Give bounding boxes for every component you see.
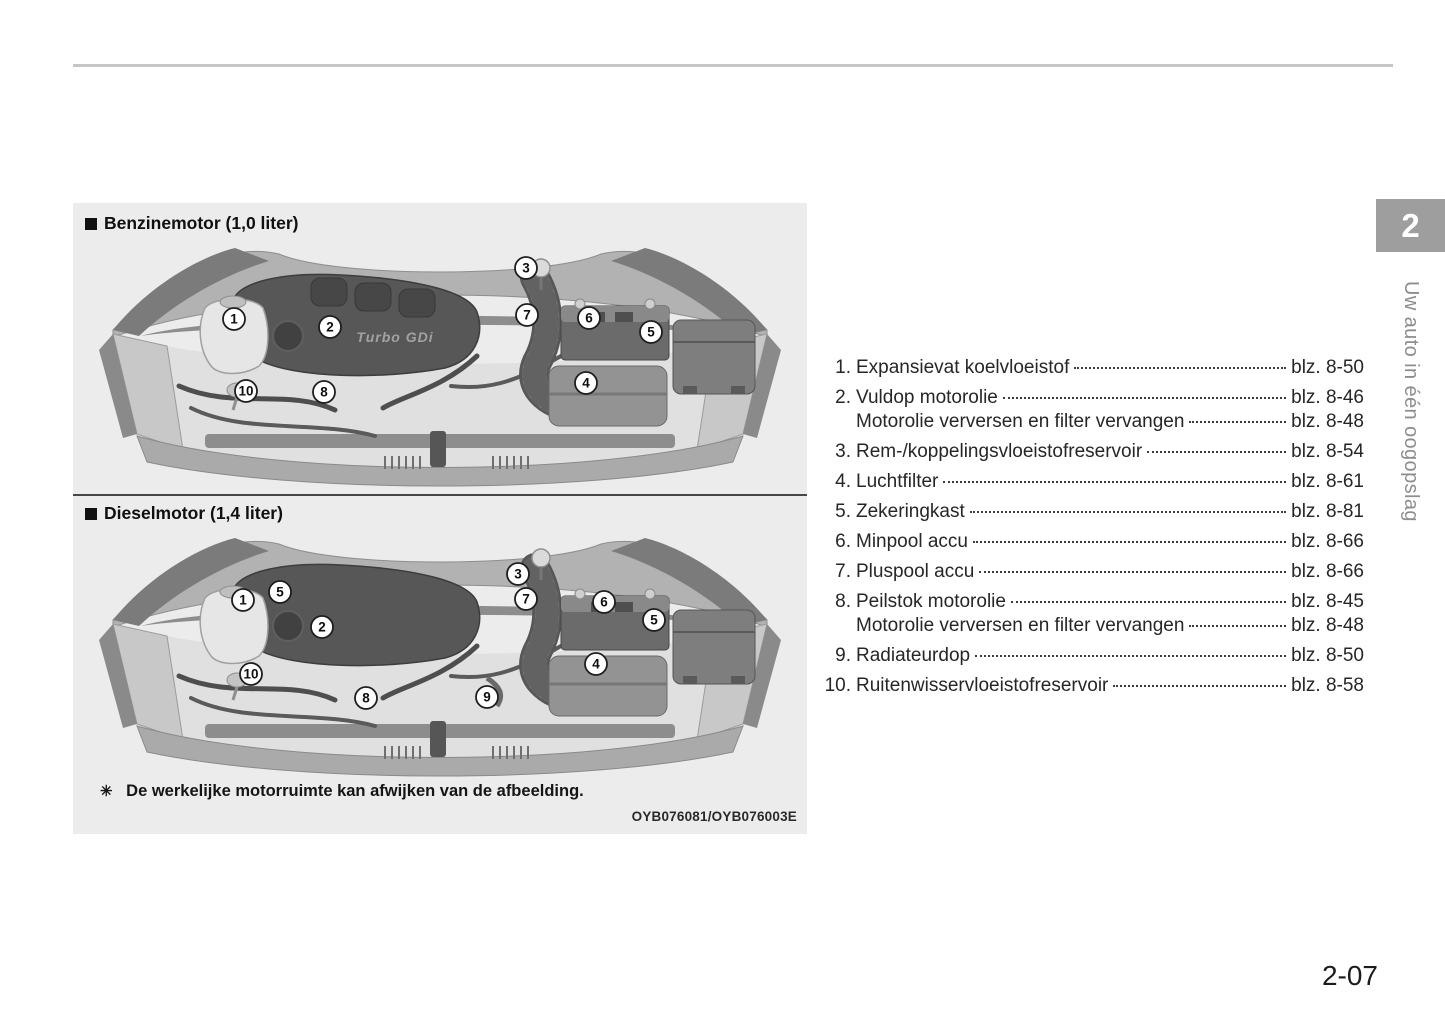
callout-4 <box>575 372 597 394</box>
dot-leader <box>1189 625 1286 627</box>
legend-item-2-sub <box>818 410 1364 434</box>
chapter-tab: 2 <box>1376 199 1445 252</box>
legend-item-number: 2. <box>835 387 851 408</box>
legend-item-pageref: blz. 8-54 <box>1291 441 1364 462</box>
figure-section-title-diesel <box>85 503 283 524</box>
legend-item-label: Luchtfilter <box>856 471 939 492</box>
svg-text:3: 3 <box>514 566 522 582</box>
callout-5 <box>640 321 662 343</box>
callout-2 <box>319 316 341 338</box>
legend-item-pageref: blz. 8-61 <box>1291 471 1364 492</box>
legend-item-pageref: blz. 8-81 <box>1291 501 1364 522</box>
legend-item-label: Pluspool accu <box>856 561 975 582</box>
legend-item-number: 7. <box>835 561 851 582</box>
svg-text:8: 8 <box>362 690 370 706</box>
svg-text:5: 5 <box>276 584 284 600</box>
dot-leader <box>979 571 1286 573</box>
legend-item-label: Rem-/koppelingsvloeistofreservoir <box>856 441 1143 462</box>
callout-2 <box>311 616 333 638</box>
callout-5 <box>269 581 291 603</box>
legend-item-10 <box>818 674 1364 698</box>
figure-image-code: OYB076081/OYB076003E <box>631 809 797 824</box>
dot-leader <box>1074 367 1286 369</box>
figure-section-title-petrol <box>85 213 298 234</box>
legend-item-number: 10. <box>824 675 851 696</box>
callout-6 <box>578 307 600 329</box>
figure-note-text: De werkelijke motorruimte kan afwijken van de afbeelding. <box>126 782 584 800</box>
legend-item-pageref: blz. 8-50 <box>1291 645 1364 666</box>
legend-item-number: 1. <box>835 357 851 378</box>
legend-item-pageref: blz. 8-46 <box>1291 387 1364 408</box>
legend-subitem-pageref: blz. 8-48 <box>1291 411 1364 432</box>
engine-bay-illustration-diesel <box>83 527 797 777</box>
callout-8 <box>313 381 335 403</box>
svg-text:2: 2 <box>318 619 326 635</box>
legend-item-pageref: blz. 8-66 <box>1291 531 1364 552</box>
dot-leader <box>1113 685 1286 687</box>
dot-leader <box>1011 601 1286 603</box>
asterisk-note-icon: ✳ <box>100 783 113 800</box>
legend-item-label: Radiateurdop <box>856 645 971 666</box>
legend-subitem-pageref: blz. 8-48 <box>1291 615 1364 636</box>
legend-item-7 <box>818 560 1364 584</box>
callout-7 <box>515 588 537 610</box>
legend-item-number: 5. <box>835 501 851 522</box>
svg-text:8: 8 <box>320 384 328 400</box>
svg-text:5: 5 <box>650 612 658 628</box>
svg-text:7: 7 <box>523 307 531 323</box>
dot-leader <box>1189 421 1286 423</box>
svg-text:9: 9 <box>483 689 491 705</box>
legend-item-3 <box>818 440 1364 464</box>
engine-bay-drawing <box>83 527 797 777</box>
legend-item-pageref: blz. 8-45 <box>1291 591 1364 612</box>
legend-item-number: 9. <box>835 645 851 666</box>
legend-item-number: 3. <box>835 441 851 462</box>
header-rule <box>73 64 1393 67</box>
callout-3 <box>507 563 529 585</box>
dot-leader <box>975 655 1286 657</box>
svg-text:4: 4 <box>592 656 600 672</box>
legend-item-1 <box>818 356 1364 380</box>
engine-bay-drawing <box>83 237 797 487</box>
callout-10 <box>235 380 257 402</box>
svg-text:1: 1 <box>239 592 247 608</box>
legend-subitem-label: Motorolie verversen en filter vervangen <box>856 615 1185 636</box>
legend-item-5 <box>818 500 1364 524</box>
svg-text:10: 10 <box>238 383 254 399</box>
callout-9 <box>476 686 498 708</box>
dot-leader <box>1147 451 1286 453</box>
figure-section-title-text: Benzinemotor (1,0 liter) <box>104 213 299 233</box>
callout-10 <box>240 663 262 685</box>
legend-item-label: Expansievat koelvloeistof <box>856 357 1070 378</box>
svg-text:2: 2 <box>326 319 334 335</box>
svg-text:Turbo GDi: Turbo GDi <box>356 329 434 345</box>
callout-5 <box>643 609 665 631</box>
legend-subitem-label: Motorolie verversen en filter vervangen <box>856 411 1185 432</box>
dot-leader <box>970 511 1286 513</box>
svg-text:6: 6 <box>600 594 608 610</box>
callout-3 <box>515 257 537 279</box>
callout-1 <box>223 308 245 330</box>
svg-text:1: 1 <box>230 311 238 327</box>
svg-text:10: 10 <box>243 666 259 682</box>
chapter-sidebar-title: Uw auto in één oogopslag <box>1400 281 1422 522</box>
engine-bay-illustration-petrol <box>83 237 797 487</box>
legend-item-6 <box>818 530 1364 554</box>
dot-leader <box>973 541 1286 543</box>
legend-item-number: 8. <box>835 591 851 612</box>
legend-item-pageref: blz. 8-58 <box>1291 675 1364 696</box>
legend-item-label: Zekeringkast <box>856 501 965 522</box>
square-bullet-icon <box>85 218 97 230</box>
legend-item-number: 6. <box>835 531 851 552</box>
legend-item-8-sub <box>818 614 1364 638</box>
figure-section-title-text: Dieselmotor (1,4 liter) <box>104 503 283 523</box>
callout-1 <box>232 589 254 611</box>
legend-item-pageref: blz. 8-50 <box>1291 357 1364 378</box>
legend-list <box>818 356 1364 704</box>
legend-item-8 <box>818 590 1364 614</box>
svg-text:4: 4 <box>582 375 590 391</box>
legend-item-label: Peilstok motorolie <box>856 591 1006 612</box>
dot-leader <box>943 481 1286 483</box>
square-bullet-icon <box>85 508 97 520</box>
figure-divider <box>73 494 807 496</box>
svg-text:3: 3 <box>522 260 530 276</box>
callout-4 <box>585 653 607 675</box>
legend-item-4 <box>818 470 1364 494</box>
svg-text:5: 5 <box>647 324 655 340</box>
legend-item-9 <box>818 644 1364 668</box>
dot-leader <box>1003 397 1286 399</box>
figure-note <box>100 782 584 801</box>
legend-item-pageref: blz. 8-66 <box>1291 561 1364 582</box>
svg-text:7: 7 <box>522 591 530 607</box>
legend-item-label: Vuldop motorolie <box>856 387 998 408</box>
engine-compartment-figure-panel <box>73 203 807 834</box>
legend-item-label: Ruitenwisservloeistofreservoir <box>856 675 1109 696</box>
callout-6 <box>593 591 615 613</box>
legend-item-2 <box>818 386 1364 410</box>
svg-text:6: 6 <box>585 310 593 326</box>
callout-8 <box>355 687 377 709</box>
page-number: 2-07 <box>1321 960 1378 991</box>
legend-item-number: 4. <box>835 471 851 492</box>
legend-item-label: Minpool accu <box>856 531 968 552</box>
callout-7 <box>516 304 538 326</box>
